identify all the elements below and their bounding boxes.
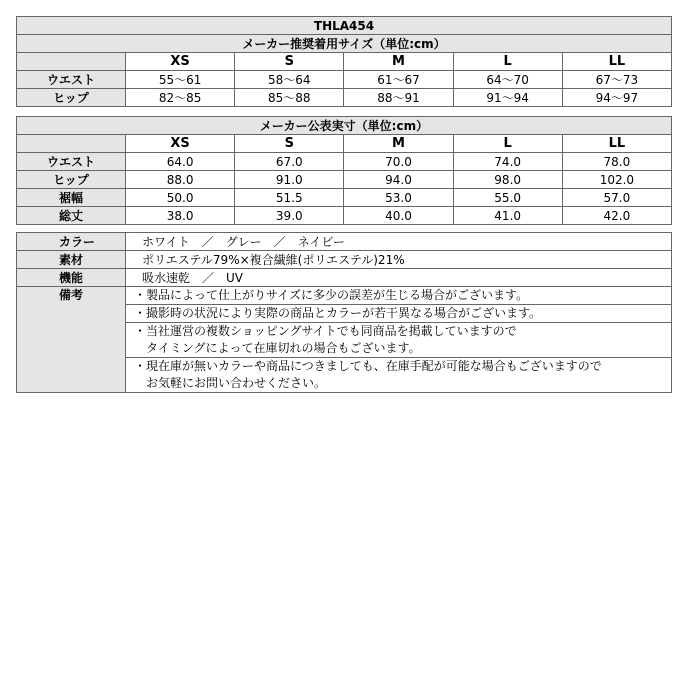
actual-size-table: [16, 116, 672, 225]
color-label: カラー: [17, 233, 126, 251]
row-label: ヒップ: [17, 171, 126, 189]
value-cell: 61～67: [344, 71, 453, 89]
value-cell: 94.0: [344, 171, 453, 189]
size-header-row: [17, 135, 672, 153]
value-cell: 94～97: [562, 89, 671, 107]
value-cell: 51.5: [235, 189, 344, 207]
row-label: ヒップ: [17, 89, 126, 107]
value-cell: 64～70: [453, 71, 562, 89]
corner-cell: [17, 135, 126, 153]
detail-row-material: [17, 251, 672, 269]
color-value: ホワイト ／ グレー ／ ネイビー: [126, 233, 672, 251]
function-value: 吸水速乾 ／ UV: [126, 269, 672, 287]
corner-cell: [17, 53, 126, 71]
value-cell: 57.0: [562, 189, 671, 207]
value-cell: 70.0: [344, 153, 453, 171]
value-cell: 74.0: [453, 153, 562, 171]
recommended-size-table: [16, 16, 672, 107]
value-cell: 88～91: [344, 89, 453, 107]
product-details-table: [16, 232, 672, 393]
value-cell: 91～94: [453, 89, 562, 107]
note-item: [126, 305, 672, 323]
value-cell: 88.0: [126, 171, 235, 189]
value-cell: 85～88: [235, 89, 344, 107]
note-line: お気軽にお問い合わせください。: [134, 376, 327, 390]
value-cell: 82～85: [126, 89, 235, 107]
value-cell: 42.0: [562, 207, 671, 225]
size-label: M: [344, 135, 453, 153]
value-cell: 53.0: [344, 189, 453, 207]
value-cell: 39.0: [235, 207, 344, 225]
value-cell: 38.0: [126, 207, 235, 225]
size-label: XS: [126, 53, 235, 71]
material-value: ポリエステル79%×複合繊維(ポリエステル)21%: [126, 251, 672, 269]
row-label: 裾幅: [17, 189, 126, 207]
table-row: [17, 171, 672, 189]
size-label: L: [453, 135, 562, 153]
size-label: M: [344, 53, 453, 71]
row-label: ウエスト: [17, 153, 126, 171]
size-label: L: [453, 53, 562, 71]
row-label: ウエスト: [17, 71, 126, 89]
value-cell: 98.0: [453, 171, 562, 189]
note-item: [126, 323, 672, 358]
table-row: [17, 71, 672, 89]
value-cell: 67.0: [235, 153, 344, 171]
detail-row-function: [17, 269, 672, 287]
note-line: ・当社運営の複数ショッピングサイトでも同商品を掲載していますので: [134, 324, 517, 338]
value-cell: 55～61: [126, 71, 235, 89]
value-cell: 55.0: [453, 189, 562, 207]
size-label: S: [235, 135, 344, 153]
value-cell: 64.0: [126, 153, 235, 171]
value-cell: 50.0: [126, 189, 235, 207]
value-cell: 40.0: [344, 207, 453, 225]
note-line: ・製品によって仕上がりサイズに多少の誤差が生じる場合がございます。: [134, 288, 529, 302]
notes-label: 備考: [17, 287, 126, 393]
table-row: [17, 153, 672, 171]
value-cell: 78.0: [562, 153, 671, 171]
note-item: [126, 287, 672, 305]
material-label: 素材: [17, 251, 126, 269]
note-line: ・現在庫が無いカラーや商品につきましても、在庫手配が可能な場合もございますので: [134, 359, 602, 373]
value-cell: 41.0: [453, 207, 562, 225]
note-line: ・撮影時の状況により実際の商品とカラーが若干異なる場合がございます。: [134, 306, 542, 320]
size-header-row: [17, 53, 672, 71]
size-label: LL: [562, 135, 671, 153]
table-row: [17, 89, 672, 107]
size-label: XS: [126, 135, 235, 153]
size-label: LL: [562, 53, 671, 71]
table-row: [17, 189, 672, 207]
note-line: タイミングによって在庫切れの場合もございます。: [134, 341, 421, 355]
value-cell: 91.0: [235, 171, 344, 189]
product-code: THLA454: [17, 17, 672, 35]
value-cell: 58～64: [235, 71, 344, 89]
table-row: [17, 207, 672, 225]
note-item: [126, 358, 672, 393]
size-label: S: [235, 53, 344, 71]
row-label: 総丈: [17, 207, 126, 225]
value-cell: 102.0: [562, 171, 671, 189]
recommended-size-title: メーカー推奨着用サイズ（単位:cm）: [17, 35, 672, 53]
detail-row-color: [17, 233, 672, 251]
value-cell: 67～73: [562, 71, 671, 89]
actual-size-title: メーカー公表実寸（単位:cm）: [17, 117, 672, 135]
function-label: 機能: [17, 269, 126, 287]
detail-row-notes: [17, 287, 672, 305]
